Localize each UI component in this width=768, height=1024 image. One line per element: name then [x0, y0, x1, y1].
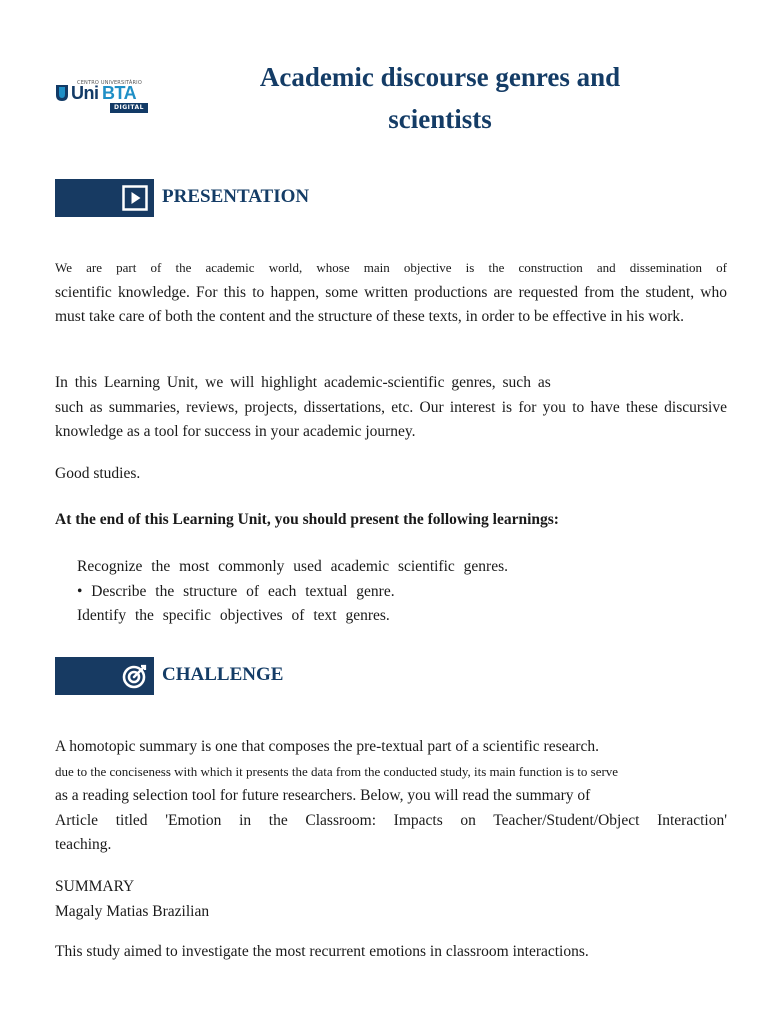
- title-line-1: Academic discourse genres and: [259, 62, 621, 92]
- presentation-bar: [55, 179, 154, 217]
- learning-item-2: • Describe the structure of each textual genre.: [77, 582, 395, 600]
- unibta-logo: [55, 80, 150, 116]
- challenge-paragraph: [55, 735, 727, 858]
- paragraph-1-first-line: We are part of the academic world, whose main objective is the construction and dissemination of: [55, 260, 727, 275]
- logo-uni-text: Uni: [71, 83, 99, 103]
- play-icon: [122, 185, 148, 211]
- presentation-paragraph-1: [55, 256, 727, 330]
- paragraph-2-first-line: In this Learning Unit, we will highlight academic-scientific genres, such as: [55, 374, 551, 391]
- challenge-bar: [55, 657, 154, 695]
- summary-author: Magaly Matias Brazilian: [55, 902, 210, 920]
- paragraph-1-body: scientific knowledge. For this to happen, some written productions are requested from the student, who must take care of both the content and the structure of these texts, in order to be effective in his work.: [55, 283, 727, 326]
- presentation-heading: PRESENTATION: [162, 186, 310, 207]
- summary-block: [55, 875, 727, 924]
- learnings-list: [77, 555, 508, 629]
- logo-mark-icon: [55, 84, 69, 102]
- learning-item-3: Identify the specific objectives of text genres.: [77, 607, 390, 625]
- challenge-line-4: Article titled 'Emotion in the Classroom: Impacts on Teacher/Student/Object Interaction': [55, 811, 727, 829]
- challenge-line-2: due to the conciseness with which it presents the data from the conducted study, its main function is to serve: [55, 763, 619, 779]
- summary-label: SUMMARY: [55, 878, 135, 895]
- challenge-line-5: teaching.: [55, 836, 112, 854]
- target-icon: [122, 663, 148, 689]
- learning-item-1: Recognize the most commonly used academic scientific genres.: [77, 558, 508, 575]
- challenge-line-3: as a reading selection tool for future researchers. Below, you will read the summary of: [55, 787, 591, 805]
- paragraph-2-body: such as summaries, reviews, projects, dissertations, etc. Our interest is for you to have these discursive knowledge as a tool for success in your academic journey.: [55, 398, 727, 441]
- presentation-paragraph-2: [55, 371, 727, 445]
- study-aim-text: This study aimed to investigate the most recurrent emotions in classroom interactions.: [55, 943, 589, 960]
- good-studies-text: Good studies.: [55, 465, 141, 482]
- title-line-2: scientists: [388, 104, 492, 134]
- logo-tagline: CENTRO UNIVERSITÁRIO: [77, 80, 142, 86]
- challenge-line-1: A homotopic summary is one that composes the pre-textual part of a scientific research.: [55, 738, 600, 755]
- learnings-intro: At the end of this Learning Unit, you should present the following learnings:: [55, 511, 559, 528]
- document-title: [180, 56, 700, 140]
- challenge-heading: CHALLENGE: [162, 664, 284, 685]
- logo-bta-text: BTA: [102, 83, 137, 103]
- logo-digital-badge: DIGITAL: [110, 103, 148, 113]
